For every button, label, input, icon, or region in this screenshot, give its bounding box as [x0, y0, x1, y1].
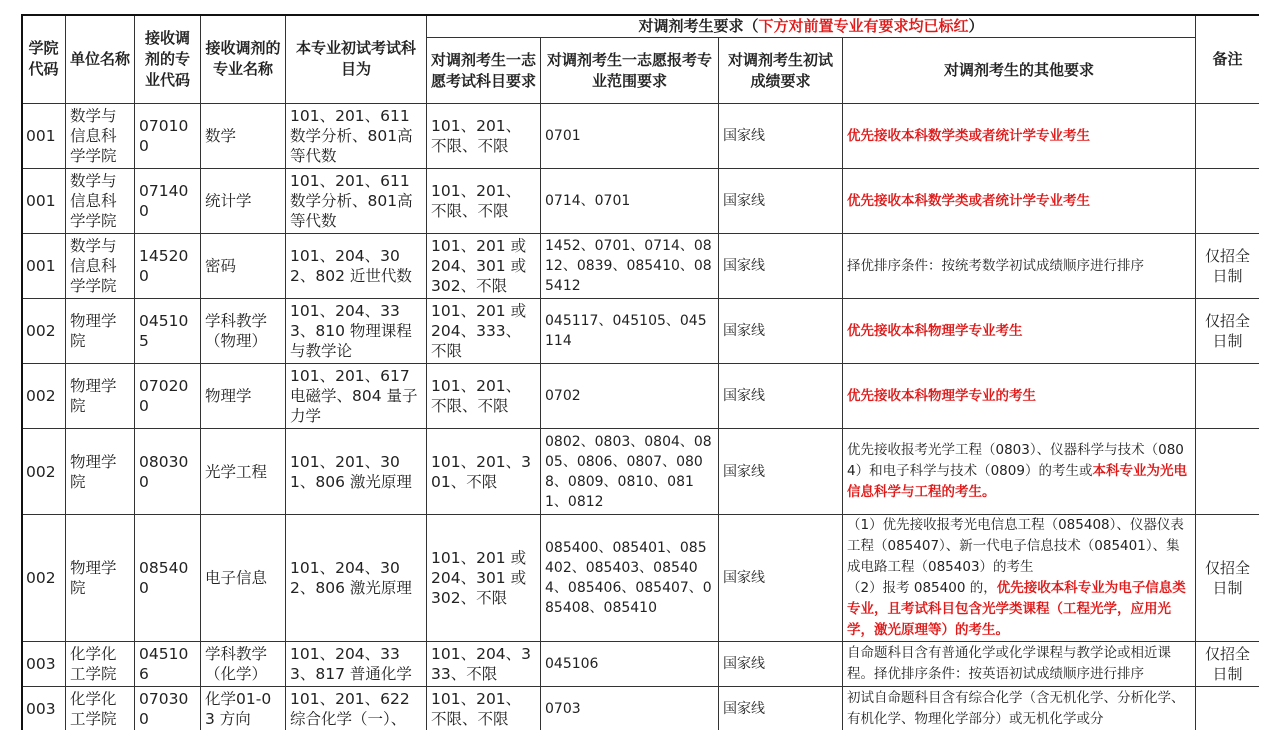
major-name-cell: 统计学 [201, 169, 286, 234]
major-code-cell: 045106 [135, 642, 201, 687]
header-exam-subjects: 本专业初试考试科目为 [286, 15, 427, 104]
other-text-2: （2）报考 085400 的， [847, 580, 997, 596]
remark-cell [1196, 364, 1259, 429]
other-red-text-2: 优先接收本科专业为电子信息类专业，且考试科目包含光学类课程（工程光学，应用光学，激光原理等）的考生。 [847, 580, 1186, 638]
header-req-subjects: 对调剂考生一志愿考试科目要求 [427, 38, 541, 104]
table-row [22, 515, 1260, 642]
table-body [22, 104, 1260, 731]
remark-cell: 仅招全日制 [1196, 515, 1259, 642]
header-college-code: 学院代码 [22, 15, 66, 104]
major-code-cell: 071400 [135, 169, 201, 234]
req-other-cell [843, 234, 1196, 299]
req-range-cell: 0714、0701 [541, 169, 719, 234]
other-red-text: 优先接收本科物理学专业考生 [847, 322, 1023, 339]
major-code-cell: 045105 [135, 299, 201, 364]
header-req-score: 对调剂考生初试成绩要求 [719, 38, 843, 104]
major-name-cell: 密码 [201, 234, 286, 299]
table-row [22, 299, 1260, 364]
table-row [22, 104, 1260, 169]
req-subjects-cell: 101、201、不限、不限 [427, 169, 541, 234]
header-row-1 [22, 15, 1260, 38]
unit-name-cell: 化学化工学院 [66, 687, 135, 731]
unit-name-cell: 物理学院 [66, 429, 135, 515]
major-code-cell: 070100 [135, 104, 201, 169]
major-name-cell: 数学 [201, 104, 286, 169]
req-range-cell: 0701 [541, 104, 719, 169]
remark-cell [1196, 104, 1259, 169]
header-major-code: 接收调剂的专业代码 [135, 15, 201, 104]
table-row [22, 429, 1260, 515]
major-name-cell: 光学工程 [201, 429, 286, 515]
req-score-cell: 国家线 [719, 515, 843, 642]
college-code-cell: 002 [22, 299, 66, 364]
req-other-cell [843, 299, 1196, 364]
req-subjects-cell: 101、201、不限、不限 [427, 104, 541, 169]
header-unit-name: 单位名称 [66, 15, 135, 104]
header-req-range: 对调剂考生一志愿报考专业范围要求 [541, 38, 719, 104]
exam-subjects-cell: 101、204、333、810 物理课程与教学论 [286, 299, 427, 364]
header-remark: 备注 [1196, 15, 1259, 104]
req-subjects-cell: 101、201、不限、不限 [427, 687, 541, 731]
req-subjects-cell: 101、201 或 204、301 或 302、不限 [427, 234, 541, 299]
major-code-cell: 070200 [135, 364, 201, 429]
req-score-cell: 国家线 [719, 299, 843, 364]
remark-cell [1196, 429, 1259, 515]
major-name-cell: 学科教学（物理） [201, 299, 286, 364]
header-major-name: 接收调剂的专业名称 [201, 15, 286, 104]
exam-subjects-cell: 101、204、302、806 激光原理 [286, 515, 427, 642]
college-code-cell: 002 [22, 515, 66, 642]
req-range-cell: 085400、085401、085402、085403、085404、085406、085407、085408、085410 [541, 515, 719, 642]
major-code-cell: 145200 [135, 234, 201, 299]
exam-subjects-cell: 101、201、622 综合化学（一）、 [286, 687, 427, 731]
unit-name-cell: 数学与信息科学学院 [66, 169, 135, 234]
req-range-cell: 0702 [541, 364, 719, 429]
req-score-cell: 国家线 [719, 642, 843, 687]
table-row [22, 169, 1260, 234]
remark-cell: 仅招全日制 [1196, 234, 1259, 299]
unit-name-cell: 物理学院 [66, 515, 135, 642]
other-text: 优先接收报考光学工程（0803）、仪器科学与技术（0804）和电子科学与技术（0809）的考生或 [847, 442, 1184, 479]
header-group-suffix: ） [968, 16, 984, 35]
college-code-cell: 001 [22, 169, 66, 234]
req-other-cell [843, 429, 1196, 515]
req-subjects-cell: 101、201、不限、不限 [427, 364, 541, 429]
req-range-cell: 0703 [541, 687, 719, 731]
unit-name-cell: 化学化工学院 [66, 642, 135, 687]
college-code-cell: 001 [22, 104, 66, 169]
other-red-text: 优先接收本科物理学专业的考生 [847, 387, 1036, 404]
exam-subjects-cell: 101、204、333、817 普通化学 [286, 642, 427, 687]
major-name-cell: 电子信息 [201, 515, 286, 642]
other-text: 初试自命题科目含有综合化学（含无机化学、分析化学、有机化学、物理化学部分）或无机化学或分 [847, 690, 1185, 727]
exam-subjects-cell: 101、201、617 电磁学、804 量子力学 [286, 364, 427, 429]
college-code-cell: 002 [22, 364, 66, 429]
major-code-cell: 070300 [135, 687, 201, 731]
other-red-text: 本科专业为光电信息科学与工程的考生。 [847, 463, 1187, 500]
req-score-cell: 国家线 [719, 364, 843, 429]
major-name-cell: 化学01-03 方向 [201, 687, 286, 731]
req-score-cell: 国家线 [719, 234, 843, 299]
adjustment-requirements-table [21, 14, 1259, 730]
req-other-cell [843, 687, 1196, 731]
exam-subjects-cell: 101、201、611数学分析、801高等代数 [286, 169, 427, 234]
admission-table-sheet [21, 14, 1259, 730]
table-row [22, 364, 1260, 429]
table-row [22, 642, 1260, 687]
college-code-cell: 002 [22, 429, 66, 515]
req-subjects-cell: 101、201、301、不限 [427, 429, 541, 515]
req-other-cell [843, 515, 1196, 642]
major-code-cell: 085400 [135, 515, 201, 642]
unit-name-cell: 数学与信息科学学院 [66, 104, 135, 169]
college-code-cell: 001 [22, 234, 66, 299]
unit-name-cell: 物理学院 [66, 364, 135, 429]
remark-cell: 仅招全日制 [1196, 299, 1259, 364]
table-row [22, 687, 1260, 731]
table-row [22, 234, 1260, 299]
major-name-cell: 学科教学（化学） [201, 642, 286, 687]
other-red-text: 优先接收本科数学类或者统计学专业考生 [847, 192, 1090, 209]
college-code-cell: 003 [22, 642, 66, 687]
exam-subjects-cell: 101、201、301、806 激光原理 [286, 429, 427, 515]
other-text: （1）优先接收报考光电信息工程（085408）、仪器仪表工程（085407）、新一代电子信息技术（085401）、集成电路工程（085403）的考生 [847, 517, 1184, 575]
req-subjects-cell: 101、201 或 204、333、不限 [427, 299, 541, 364]
college-code-cell: 003 [22, 687, 66, 731]
req-score-cell: 国家线 [719, 169, 843, 234]
req-range-cell: 045117、045105、045114 [541, 299, 719, 364]
header-group-prefix: 对调剂考生要求（ [638, 16, 759, 35]
other-text: 择优排序条件：按统考数学初试成绩顺序进行排序 [847, 257, 1144, 274]
unit-name-cell: 物理学院 [66, 299, 135, 364]
header-requirements-group [427, 15, 1196, 38]
req-score-cell: 国家线 [719, 687, 843, 731]
req-range-cell: 045106 [541, 642, 719, 687]
other-text: 自命题科目含有普通化学或化学课程与教学论或相近课程。择优排序条件：按英语初试成绩顺序进行排序 [847, 645, 1171, 682]
exam-subjects-cell: 101、204、302、802 近世代数 [286, 234, 427, 299]
remark-cell [1196, 687, 1259, 731]
remark-cell: 仅招全日制 [1196, 642, 1259, 687]
exam-subjects-cell: 101、201、611数学分析、801高等代数 [286, 104, 427, 169]
remark-cell [1196, 169, 1259, 234]
req-range-cell: 0802、0803、0804、0805、0806、0807、0808、0809、0810、0811、0812 [541, 429, 719, 515]
req-other-cell [843, 169, 1196, 234]
major-code-cell: 080300 [135, 429, 201, 515]
unit-name-cell: 数学与信息科学学院 [66, 234, 135, 299]
req-score-cell: 国家线 [719, 429, 843, 515]
req-subjects-cell: 101、201 或 204、301 或 302、不限 [427, 515, 541, 642]
req-range-cell: 1452、0701、0714、0812、0839、085410、085412 [541, 234, 719, 299]
req-other-cell [843, 642, 1196, 687]
header-req-other: 对调剂考生的其他要求 [843, 38, 1196, 104]
major-name-cell: 物理学 [201, 364, 286, 429]
req-other-cell [843, 104, 1196, 169]
header-group-red-note: 下方对前置专业有要求均已标红 [758, 16, 969, 35]
req-subjects-cell: 101、204、333、不限 [427, 642, 541, 687]
req-other-cell [843, 364, 1196, 429]
req-score-cell: 国家线 [719, 104, 843, 169]
other-red-text: 优先接收本科数学类或者统计学专业考生 [847, 127, 1090, 144]
